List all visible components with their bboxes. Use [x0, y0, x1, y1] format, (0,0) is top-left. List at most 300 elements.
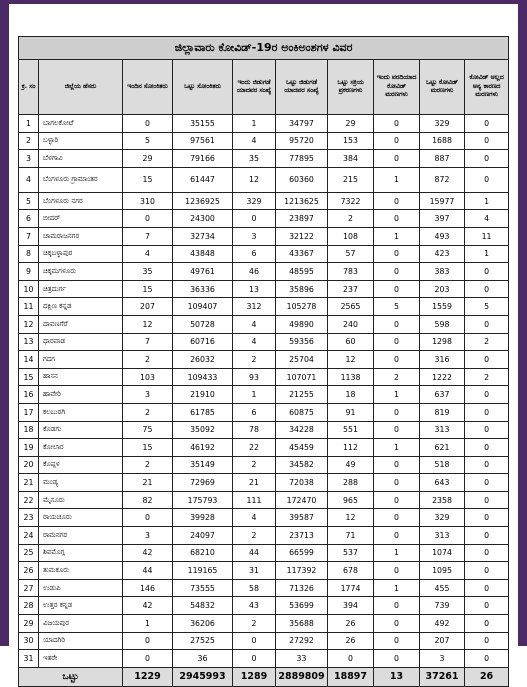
value-cell: 621 — [420, 439, 465, 457]
district-name-cell: ಕೋಲಾರ — [39, 439, 123, 457]
value-cell: 637 — [420, 386, 465, 404]
value-cell: 0 — [123, 650, 173, 668]
value-cell: 0 — [374, 263, 420, 281]
value-cell: 26 — [328, 632, 374, 650]
value-cell: 0 — [374, 333, 420, 351]
value-cell: 329 — [233, 192, 276, 210]
column-header: ಇಂದಿನ ಸೋಂಕಿತರು — [123, 60, 173, 115]
value-cell: 111 — [233, 491, 276, 509]
table-row — [19, 298, 509, 316]
district-name-cell: ವಿಜಯಪುರ — [39, 615, 123, 633]
value-cell: 0 — [123, 632, 173, 650]
table-row — [19, 650, 509, 668]
value-cell: 384 — [328, 150, 374, 168]
value-cell: 29 — [123, 150, 173, 168]
district-name-cell: ಉತ್ತರ ಕನ್ನಡ — [39, 597, 123, 615]
value-cell: 21910 — [173, 386, 233, 404]
value-cell: 0 — [233, 632, 276, 650]
value-cell: 965 — [328, 491, 374, 509]
value-cell: 2 — [123, 351, 173, 369]
value-cell: 423 — [420, 245, 465, 263]
total-value-cell: 13 — [374, 667, 420, 686]
value-cell: 36206 — [173, 615, 233, 633]
value-cell: 0 — [465, 263, 509, 281]
value-cell: 23897 — [276, 210, 328, 228]
table-row — [19, 632, 509, 650]
serial-cell: 7 — [19, 227, 39, 245]
serial-cell: 25 — [19, 544, 39, 562]
value-cell: 50728 — [173, 315, 233, 333]
value-cell: 103 — [123, 368, 173, 386]
value-cell: 1 — [374, 167, 420, 192]
value-cell: 2565 — [328, 298, 374, 316]
value-cell: 0 — [465, 615, 509, 633]
value-cell: 2 — [328, 210, 374, 228]
column-header: ಒಟ್ಟು ಸಕ್ರಿಯ ಪ್ರಕರಣಗಳು — [328, 60, 374, 115]
value-cell: 78 — [233, 421, 276, 439]
value-cell: 5 — [374, 298, 420, 316]
value-cell: 35 — [123, 263, 173, 281]
value-cell: 0 — [465, 150, 509, 168]
value-cell: 0 — [465, 439, 509, 457]
value-cell: 678 — [328, 562, 374, 580]
value-cell: 107071 — [276, 368, 328, 386]
value-cell: 95720 — [276, 132, 328, 150]
value-cell: 72969 — [173, 474, 233, 492]
value-cell: 59356 — [276, 333, 328, 351]
value-cell: 0 — [374, 650, 420, 668]
table-row — [19, 403, 509, 421]
value-cell: 887 — [420, 150, 465, 168]
serial-cell: 22 — [19, 491, 39, 509]
value-cell: 91 — [328, 403, 374, 421]
value-cell: 1774 — [328, 579, 374, 597]
value-cell: 60716 — [173, 333, 233, 351]
table-row — [19, 597, 509, 615]
value-cell: 2 — [123, 403, 173, 421]
district-name-cell: ಚಿಕ್ಕಮಗಳೂರು — [39, 263, 123, 281]
value-cell: 203 — [420, 280, 465, 298]
serial-cell: 10 — [19, 280, 39, 298]
district-name-cell: ಹಾಸನ — [39, 368, 123, 386]
value-cell: 0 — [465, 491, 509, 509]
value-cell: 44 — [233, 544, 276, 562]
total-value-cell: 2889809 — [276, 667, 328, 686]
value-cell: 43367 — [276, 245, 328, 263]
table-row — [19, 456, 509, 474]
value-cell: 35688 — [276, 615, 328, 633]
value-cell: 66599 — [276, 544, 328, 562]
table-row — [19, 351, 509, 369]
value-cell: 35 — [233, 150, 276, 168]
value-cell: 97561 — [173, 132, 233, 150]
value-cell: 288 — [328, 474, 374, 492]
value-cell: 1298 — [420, 333, 465, 351]
value-cell: 27292 — [276, 632, 328, 650]
value-cell: 60875 — [276, 403, 328, 421]
district-name-cell: ಬೆಳಗಾವಿ — [39, 150, 123, 168]
value-cell: 0 — [374, 315, 420, 333]
column-header: ಇಂದು ಜಿಡುಗಡೆ ಯಾದವರ ಸಂಖ್ಯೆ — [233, 60, 276, 115]
value-cell: 117392 — [276, 562, 328, 580]
value-cell: 316 — [420, 351, 465, 369]
value-cell: 112 — [328, 439, 374, 457]
total-value-cell: 37261 — [420, 667, 465, 686]
value-cell: 109433 — [173, 368, 233, 386]
value-cell: 329 — [420, 509, 465, 527]
value-cell: 0 — [374, 509, 420, 527]
column-header: ಇಂದು ವರದಿಯಾದ ಕೋವಿಡ್ ಮರಣಗಳು — [374, 60, 420, 115]
district-name-cell: ಚಾಮರಾಜನಗರ — [39, 227, 123, 245]
value-cell: 2 — [123, 456, 173, 474]
value-cell: 21 — [123, 474, 173, 492]
total-value-cell: 26 — [465, 667, 509, 686]
value-cell: 0 — [465, 544, 509, 562]
serial-cell: 29 — [19, 615, 39, 633]
total-value-cell: 18897 — [328, 667, 374, 686]
value-cell: 1688 — [420, 132, 465, 150]
value-cell: 105278 — [276, 298, 328, 316]
value-cell: 1095 — [420, 562, 465, 580]
district-name-cell: ಇತರೇ — [39, 650, 123, 668]
value-cell: 49890 — [276, 315, 328, 333]
value-cell: 0 — [374, 192, 420, 210]
value-cell: 0 — [123, 509, 173, 527]
serial-cell: 30 — [19, 632, 39, 650]
value-cell: 1 — [465, 245, 509, 263]
value-cell: 57 — [328, 245, 374, 263]
value-cell: 0 — [465, 509, 509, 527]
value-cell: 12 — [123, 315, 173, 333]
serial-cell: 12 — [19, 315, 39, 333]
value-cell: 0 — [374, 474, 420, 492]
total-row — [19, 667, 509, 686]
value-cell: 537 — [328, 544, 374, 562]
table-row — [19, 227, 509, 245]
value-cell: 23713 — [276, 527, 328, 545]
value-cell: 2 — [465, 333, 509, 351]
district-name-cell: ಕೊಡಗು — [39, 421, 123, 439]
value-cell: 29 — [328, 115, 374, 133]
value-cell: 35896 — [276, 280, 328, 298]
serial-cell: 5 — [19, 192, 39, 210]
value-cell: 34797 — [276, 115, 328, 133]
table-row — [19, 421, 509, 439]
value-cell: 455 — [420, 579, 465, 597]
column-header: ಒಟ್ಟು ಜಿಡುಗಡೆ ಯಾದವರ ಸಂಖ್ಯೆ — [276, 60, 328, 115]
value-cell: 0 — [465, 650, 509, 668]
serial-cell: 13 — [19, 333, 39, 351]
value-cell: 71 — [328, 527, 374, 545]
district-name-cell: ಬೀದರ್ — [39, 210, 123, 228]
value-cell: 0 — [374, 403, 420, 421]
value-cell: 15977 — [420, 192, 465, 210]
value-cell: 397 — [420, 210, 465, 228]
value-cell: 313 — [420, 421, 465, 439]
table-row — [19, 167, 509, 192]
table-body — [19, 115, 509, 668]
value-cell: 4 — [233, 315, 276, 333]
table-row — [19, 315, 509, 333]
value-cell: 3 — [123, 527, 173, 545]
value-cell: 329 — [420, 115, 465, 133]
district-name-cell: ಹಾವೇರಿ — [39, 386, 123, 404]
serial-cell: 23 — [19, 509, 39, 527]
serial-cell: 8 — [19, 245, 39, 263]
value-cell: 0 — [465, 403, 509, 421]
value-cell: 12 — [233, 167, 276, 192]
serial-cell: 4 — [19, 167, 39, 192]
value-cell: 3 — [420, 650, 465, 668]
value-cell: 2358 — [420, 491, 465, 509]
value-cell: 492 — [420, 615, 465, 633]
value-cell: 643 — [420, 474, 465, 492]
table-row — [19, 509, 509, 527]
table-row — [19, 544, 509, 562]
value-cell: 49 — [328, 456, 374, 474]
total-value-cell: 2945993 — [173, 667, 233, 686]
serial-cell: 28 — [19, 597, 39, 615]
value-cell: 237 — [328, 280, 374, 298]
value-cell: 0 — [374, 632, 420, 650]
value-cell: 0 — [374, 615, 420, 633]
column-header: ಕೋವಿಡ್ ಅಲ್ಲದ ಅನ್ಯ ಕಾರಣದ ಮರಣಗಳು — [465, 60, 509, 115]
value-cell: 518 — [420, 456, 465, 474]
table-row — [19, 263, 509, 281]
value-cell: 0 — [374, 351, 420, 369]
value-cell: 1074 — [420, 544, 465, 562]
serial-cell: 31 — [19, 650, 39, 668]
value-cell: 26 — [328, 615, 374, 633]
value-cell: 1 — [374, 579, 420, 597]
value-cell: 0 — [374, 280, 420, 298]
value-cell: 0 — [374, 562, 420, 580]
value-cell: 0 — [465, 562, 509, 580]
value-cell: 819 — [420, 403, 465, 421]
value-cell: 551 — [328, 421, 374, 439]
value-cell: 0 — [328, 650, 374, 668]
value-cell: 26032 — [173, 351, 233, 369]
value-cell: 207 — [123, 298, 173, 316]
value-cell: 53699 — [276, 597, 328, 615]
covid-stats-sheet — [18, 36, 508, 687]
table-row — [19, 386, 509, 404]
value-cell: 0 — [465, 167, 509, 192]
total-value-cell: 1229 — [123, 667, 173, 686]
value-cell: 7 — [123, 227, 173, 245]
value-cell: 43848 — [173, 245, 233, 263]
value-cell: 24097 — [173, 527, 233, 545]
value-cell: 0 — [465, 474, 509, 492]
value-cell: 58 — [233, 579, 276, 597]
value-cell: 0 — [465, 456, 509, 474]
district-name-cell: ದಾವಣಗೆರೆ — [39, 315, 123, 333]
value-cell: 175793 — [173, 491, 233, 509]
value-cell: 1236925 — [173, 192, 233, 210]
serial-cell: 19 — [19, 439, 39, 457]
serial-cell: 20 — [19, 456, 39, 474]
table-row — [19, 562, 509, 580]
value-cell: 207 — [420, 632, 465, 650]
value-cell: 15 — [123, 439, 173, 457]
district-name-cell: ಕೊಪ್ಪಳ — [39, 456, 123, 474]
value-cell: 0 — [374, 115, 420, 133]
table-row — [19, 474, 509, 492]
value-cell: 1 — [233, 386, 276, 404]
value-cell: 1 — [374, 544, 420, 562]
serial-cell: 17 — [19, 403, 39, 421]
value-cell: 6 — [233, 403, 276, 421]
district-name-cell: ಯಾದಗಿರಿ — [39, 632, 123, 650]
value-cell: 0 — [465, 386, 509, 404]
value-cell: 7322 — [328, 192, 374, 210]
value-cell: 1559 — [420, 298, 465, 316]
district-name-cell: ಬೆಂಗಳೂರು ಗ್ರಾಮಾಂತರ — [39, 167, 123, 192]
table-row — [19, 280, 509, 298]
value-cell: 71326 — [276, 579, 328, 597]
value-cell: 93 — [233, 368, 276, 386]
value-cell: 0 — [465, 115, 509, 133]
value-cell: 25704 — [276, 351, 328, 369]
serial-cell: 2 — [19, 132, 39, 150]
table-row — [19, 615, 509, 633]
value-cell: 872 — [420, 167, 465, 192]
serial-cell: 14 — [19, 351, 39, 369]
value-cell: 313 — [420, 527, 465, 545]
value-cell: 45459 — [276, 439, 328, 457]
table-row — [19, 210, 509, 228]
value-cell: 5 — [465, 298, 509, 316]
value-cell: 1 — [465, 192, 509, 210]
value-cell: 54832 — [173, 597, 233, 615]
value-cell: 13 — [233, 280, 276, 298]
value-cell: 3 — [233, 227, 276, 245]
district-name-cell: ಶಿವಮೊಗ್ಗ — [39, 544, 123, 562]
serial-cell: 6 — [19, 210, 39, 228]
value-cell: 739 — [420, 597, 465, 615]
district-name-cell: ತುಮಕೂರು — [39, 562, 123, 580]
value-cell: 21255 — [276, 386, 328, 404]
value-cell: 48595 — [276, 263, 328, 281]
value-cell: 0 — [374, 456, 420, 474]
value-cell: 77895 — [276, 150, 328, 168]
serial-cell: 24 — [19, 527, 39, 545]
table-row — [19, 192, 509, 210]
total-label: ಒಟ್ಟು — [19, 667, 123, 686]
value-cell: 43 — [233, 597, 276, 615]
serial-cell: 21 — [19, 474, 39, 492]
value-cell: 6 — [233, 245, 276, 263]
district-name-cell: ರಾಮನಗರ — [39, 527, 123, 545]
value-cell: 2 — [233, 527, 276, 545]
district-name-cell: ಬಾಗಲಕೋಟೆ — [39, 115, 123, 133]
value-cell: 383 — [420, 263, 465, 281]
serial-cell: 27 — [19, 579, 39, 597]
value-cell: 4 — [465, 210, 509, 228]
value-cell: 783 — [328, 263, 374, 281]
table-row — [19, 491, 509, 509]
value-cell: 0 — [374, 597, 420, 615]
value-cell: 0 — [465, 280, 509, 298]
value-cell: 0 — [465, 632, 509, 650]
table-row — [19, 527, 509, 545]
district-name-cell: ಬಳ್ಳಾರಿ — [39, 132, 123, 150]
value-cell: 72038 — [276, 474, 328, 492]
district-name-cell: ಕಲಬುರಗಿ — [39, 403, 123, 421]
value-cell: 4 — [233, 509, 276, 527]
value-cell: 0 — [465, 597, 509, 615]
value-cell: 0 — [233, 210, 276, 228]
value-cell: 34228 — [276, 421, 328, 439]
table-row — [19, 150, 509, 168]
value-cell: 2 — [233, 351, 276, 369]
value-cell: 46192 — [173, 439, 233, 457]
column-header: ಒಟ್ಟು ಸೋಂಕಿತರು — [173, 60, 233, 115]
table-row — [19, 132, 509, 150]
serial-cell: 18 — [19, 421, 39, 439]
value-cell: 153 — [328, 132, 374, 150]
value-cell: 0 — [465, 579, 509, 597]
district-name-cell: ಚಿಕ್ಕಬಳ್ಳಾಪುರ — [39, 245, 123, 263]
district-name-cell: ಉಡುಪಿ — [39, 579, 123, 597]
serial-cell: 26 — [19, 562, 39, 580]
value-cell: 75 — [123, 421, 173, 439]
district-name-cell: ಮೈಸೂರು — [39, 491, 123, 509]
value-cell: 22 — [233, 439, 276, 457]
column-header: ಕ್ರ. ಸಂ — [19, 60, 39, 115]
value-cell: 598 — [420, 315, 465, 333]
value-cell: 4 — [233, 333, 276, 351]
value-cell: 36336 — [173, 280, 233, 298]
value-cell: 27525 — [173, 632, 233, 650]
value-cell: 0 — [465, 421, 509, 439]
value-cell: 21 — [233, 474, 276, 492]
table-row — [19, 579, 509, 597]
value-cell: 0 — [465, 315, 509, 333]
value-cell: 42 — [123, 597, 173, 615]
value-cell: 1138 — [328, 368, 374, 386]
value-cell: 32122 — [276, 227, 328, 245]
value-cell: 11 — [465, 227, 509, 245]
table-title: ಜಿಲ್ಲಾವಾರು ಕೋವಿಡ್-19ರ ಅಂಕಿಅಂಶಗಳ ವಿವರ — [19, 37, 509, 60]
value-cell: 7 — [123, 333, 173, 351]
value-cell: 39587 — [276, 509, 328, 527]
value-cell: 79166 — [173, 150, 233, 168]
value-cell: 32734 — [173, 227, 233, 245]
value-cell: 60 — [328, 333, 374, 351]
value-cell: 0 — [233, 650, 276, 668]
value-cell: 35155 — [173, 115, 233, 133]
table-row — [19, 115, 509, 133]
value-cell: 0 — [374, 527, 420, 545]
value-cell: 1 — [233, 115, 276, 133]
value-cell: 61447 — [173, 167, 233, 192]
value-cell: 35149 — [173, 456, 233, 474]
value-cell: 1 — [374, 386, 420, 404]
value-cell: 0 — [123, 115, 173, 133]
district-name-cell: ಗದಗ — [39, 351, 123, 369]
serial-cell: 15 — [19, 368, 39, 386]
value-cell: 146 — [123, 579, 173, 597]
value-cell: 119165 — [173, 562, 233, 580]
value-cell: 35092 — [173, 421, 233, 439]
table-row — [19, 439, 509, 457]
value-cell: 34582 — [276, 456, 328, 474]
value-cell: 39928 — [173, 509, 233, 527]
value-cell: 0 — [374, 150, 420, 168]
value-cell: 108 — [328, 227, 374, 245]
value-cell: 240 — [328, 315, 374, 333]
